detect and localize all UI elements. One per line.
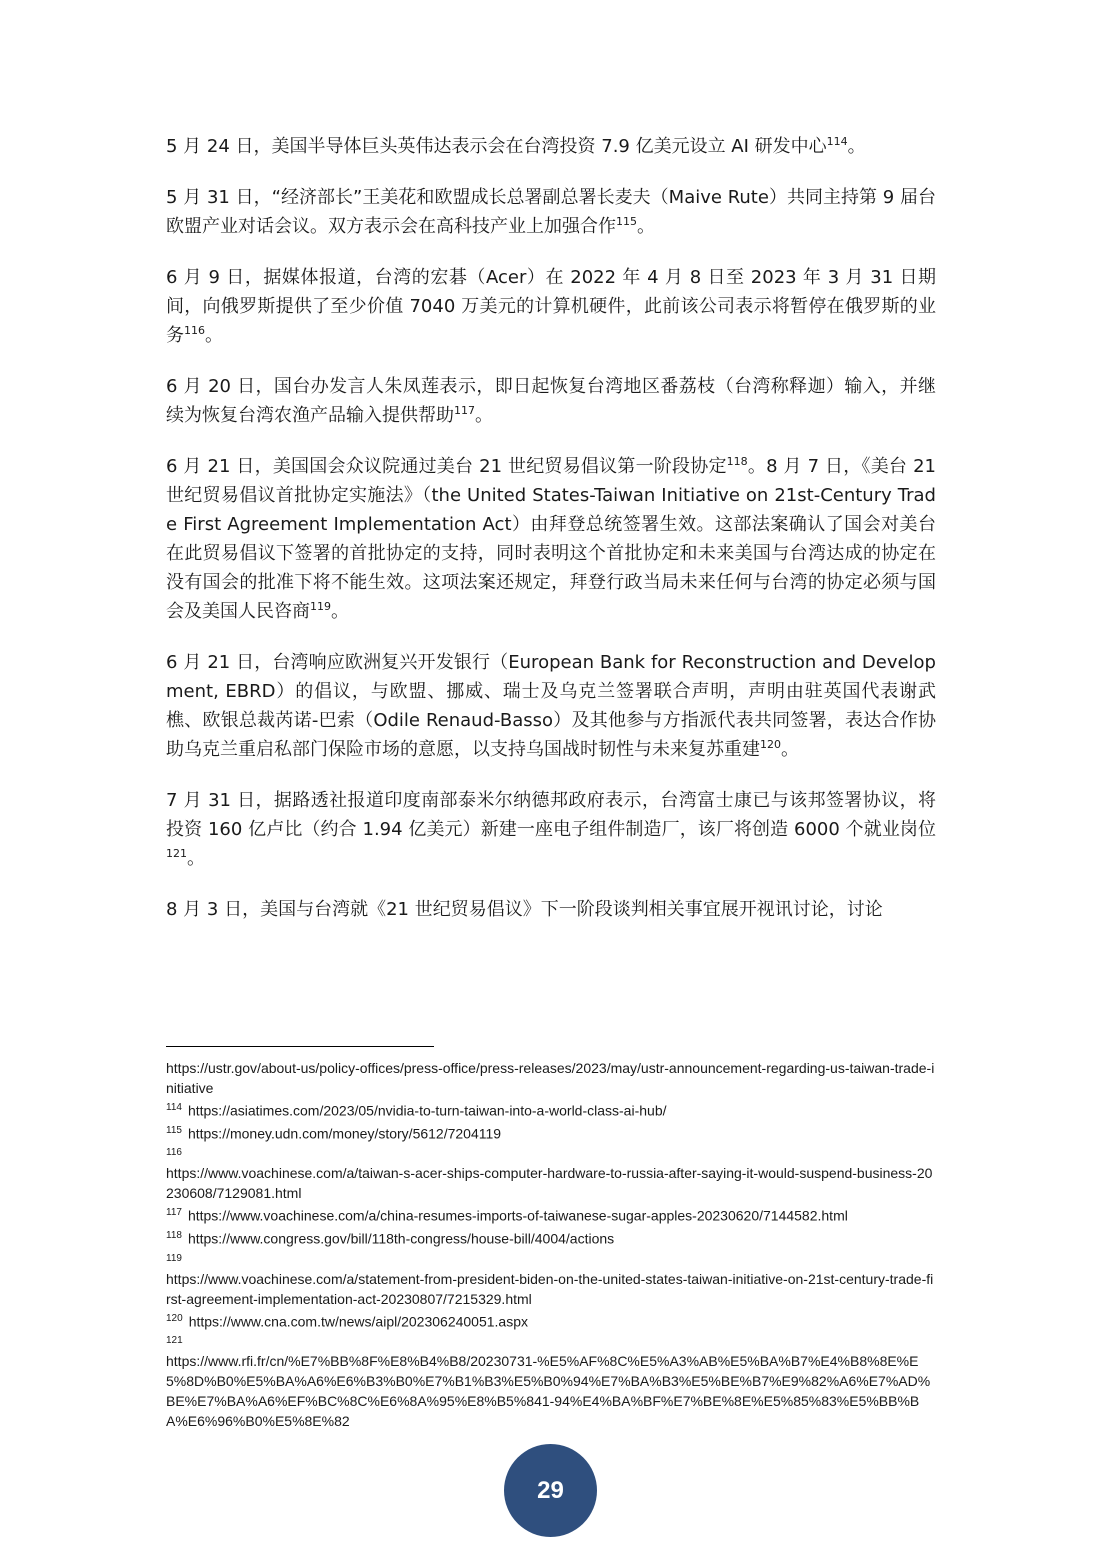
paragraph-8: 8 月 3 日，美国与台湾就《21 世纪贸易倡议》下一阶段谈判相关事宜展开视讯讨论，讨论 [166,899,883,920]
footnote-ref[interactable]: 119 [310,600,331,613]
footnote-ref[interactable]: 120 [760,738,781,751]
footnote-ref[interactable]: 115 [616,215,637,228]
paragraph-7: 7 月 31 日，据路透社报道印度南部泰米尔纳德邦政府表示，台湾富士康已与该邦签署协议，将投资 160 亿卢比（约合 1.94 亿美元）新建一座电子组件制造厂，该厂将创造 6000 个就业岗位$^{121}$。 [166,790,936,869]
paragraph-3: 6 月 9 日，据媒体报道，台湾的宏碁（Acer）在 2022 年 4 月 8 日至 2023 年 3 月 31 日期间，向俄罗斯提供了至少价值 7040 万美元的计算机硬件，此前该公司表示将暂停在俄罗斯的业务$^{116}$。 [166,267,936,346]
footnote-119[interactable]: 119 https://www.voachinese.com/a/statement-from-president-biden-on-the-united-states-taiwan-initiative-on-21st-century-trade-first-agreement-implementation-act-20230807/7215329.html [166,1252,934,1307]
footnote-ref[interactable]: 116 [184,324,205,337]
footnote-117[interactable]: $^{117}$ https://www.voachinese.com/a/china-resumes-imports-of-taiwanese-sugar-apples-20230620/7144582.html [166,1207,848,1224]
footnote-115[interactable]: $^{115}$ https://money.udn.com/money/story/5612/7204119 [166,1124,502,1142]
body-text [166,132,936,946]
paragraph-1: 5 月 24 日，美国半导体巨头英伟达表示会在台湾投资 7.9 亿美元设立 AI 研发中心$^{114}$。 [166,135,866,157]
footnote-continued[interactable]: https://ustr.gov/about-us/policy-offices/press-office/press-releases/2023/may/ustr-announcement-regarding-us-taiwan-trade-initiative [166,1060,935,1096]
footnote-ref[interactable]: 117 [454,404,475,417]
footnote-121[interactable]: 121 https://www.rfi.fr/cn/%E7%BB%8F%E8%B4%B8/20230731-%E5%AF%8C%E5%A3%AB%E5%BA%B7%E4%B8%8E%E5%8D%B0%E5%BA%A6%E6%B3%B0%E7%B1%B3%E5%B0%94%E7%BA%B3%E5%BE%B7%E9%82%A6%E7%AD%BE%E7%BA%A6%EF%BC%8C%E6%8A%95%E8%B5%841-94%E4%BA%BF%E7%BE%8E%E5%85%83%E5%BB%BA%E6%96%B0%E5%8E%82 [166,1335,931,1430]
footnote-114[interactable]: $^{114}$ https://asiatimes.com/2023/05/nvidia-to-turn-taiwan-into-a-world-class-ai-hub/ [166,1102,667,1119]
paragraph-5: 6 月 21 日，美国国会众议院通过美台 21 世纪贸易倡议第一阶段协定$^{118}$。8 月 7 日，《美台 21 世纪贸易倡议首批协定实施法》（the United States-Taiwan Initiative on 21st-Century Trade First Agreement Implementation Act）由拜登总统签署生效。这部法案确认了国会对美台在此贸易倡议下签署的首批协定的支持，同时表明这个首批协定和未来美国与台湾达成的协定在没有国会的批准下将不能生效。这项法案还规定，拜登行政当局未来任何与台湾的协定必须与国会及美国人民咨商$^{119}$。 [166,455,936,622]
footnote-divider [166,1046,434,1047]
paragraph-6: 6 月 21 日，台湾响应欧洲复兴开发银行（European Bank for Reconstruction and Development, EBRD）的倡议，与欧盟、挪威、瑞士及乌克兰签署联合声明，声明由驻英国代表谢武樵、欧银总裁芮诺-巴索（Odile Renaud-Basso）及其他参与方指派代表共同签署，表达合作协助乌克兰重启私部门保险市场的意愿，以支持乌国战时韧性与未来复苏重建$^{120}$。 [166,652,936,760]
footnote-ref[interactable]: 121 [166,847,187,860]
paragraph-4: 6 月 20 日，国台办发言人朱凤莲表示，即日起恢复台湾地区番荔枝（台湾称释迦）输入，并继续为恢复台湾农渔产品输入提供帮助$^{117}$。 [166,376,936,426]
footnotes [166,1058,936,1431]
footnote-116[interactable]: 116 https://www.voachinese.com/a/taiwan-s-acer-ships-computer-hardware-to-russia-after-saying-it-would-suspend-business-20230608/7129081.html [166,1147,933,1202]
footnote-ref[interactable]: 118 [726,455,748,468]
footnote-120[interactable]: $^{120}$ https://www.cna.com.tw/news/aipl/202306240051.aspx [166,1312,528,1330]
page-number-badge [504,1444,597,1537]
page-number: 29 [537,1476,564,1504]
paragraph-2: 5 月 31 日，“经济部长”王美花和欧盟成长总署副总署长麦夫（Maive Rute）共同主持第 9 届台欧盟产业对话会议。双方表示会在高科技产业上加强合作$^{115}$。 [166,187,936,237]
footnote-ref[interactable]: 114 [826,135,848,148]
footnote-118[interactable]: $^{118}$ https://www.congress.gov/bill/118th-congress/house-bill/4004/actions [166,1229,615,1247]
